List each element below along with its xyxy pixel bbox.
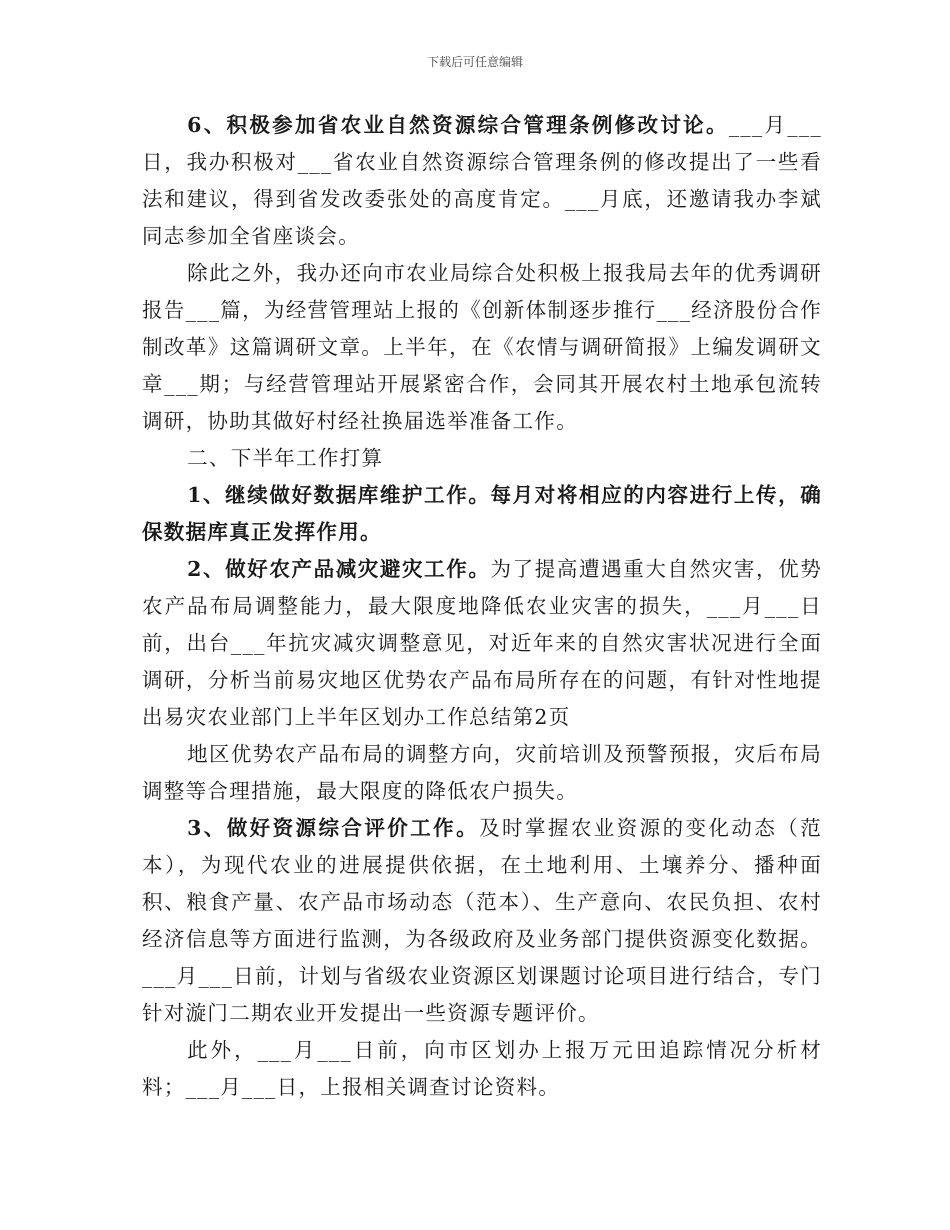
paragraph-lead: 3、做好资源综合评价工作。 <box>187 816 480 840</box>
paragraph-text: ___月___日，我办积极对___省农业自然资源综合管理条例的修改提出了一些看法和建议，得到省发改委张处的高度肯定。___月底，还邀请我办李斌同志参加全省座谈会。 <box>142 113 822 248</box>
paragraph-lead: 2、做好农产品减灾避灾工作。 <box>187 557 491 581</box>
paragraph-lead: 6、积极参加省农业自然资源综合管理条例修改讨论。 <box>187 113 729 137</box>
paragraph-2-continued <box>142 736 822 810</box>
paragraph-text: 为了提高遭遇重大自然灾害，优势农产品布局调整能力，最大限度地降低农业灾害的损失，___月___日前，出台___年抗灾减灾调整意见，对近年来的自然灾害状况进行全面调研，分析当前易灾地区优势农产品布局所存在的问题，有针对性地提出易灾农业部门上半年区划办工作总结第2页 <box>142 557 822 729</box>
paragraph-text: 除此之外，我办还向市农业局综合处积极上报我局去年的优秀调研报告___篇，为经营管理站上报的《创新体制逐步推行___经济股份合作制改革》这篇调研文章。上半年，在《农情与调研简报》上编发调研文章___期；与经营管理站开展紧密合作，会同其开展农村土地承包流转调研，协助其做好村经社换届选举准备工作。 <box>142 261 822 433</box>
document-body <box>142 107 822 1106</box>
heading-text: 二、下半年工作打算 <box>187 446 384 470</box>
section-heading <box>142 440 822 477</box>
paragraph-3 <box>142 810 822 1032</box>
paragraph-text: 及时掌握农业资源的变化动态（范本），为现代农业的进展提供依据，在土地利用、土壤养分、播种面积、粮食产量、农产品市场动态（范本）、生产意向、农民负担、农村经济信息等方面进行监测，为各级政府及业务部门提供资源变化数据。___月___日前，计划与省级农业资源区划课题讨论项目进行结合，专门针对漩门二期农业开发提出一些资源专题评价。 <box>142 816 822 1025</box>
paragraph-text: 此外，___月___日前，向市区划办上报万元田追踪情况分析材料；___月___日，上报相关调查讨论资料。 <box>142 1038 822 1099</box>
paragraph-additional <box>142 255 822 440</box>
paragraph-1 <box>142 477 822 551</box>
paragraph-lead: 1、继续做好数据库维护工作。每月对将相应的内容进行上传，确保数据库真正发挥作用。 <box>142 483 822 544</box>
page-header: 下载后可任意编辑 <box>426 55 523 69</box>
paragraph-text: 地区优势农产品布局的调整方向，灾前培训及预警预报，灾后布局调整等合理措施，最大限度的降低农户损失。 <box>142 742 822 803</box>
paragraph-2 <box>142 551 822 736</box>
paragraph-6 <box>142 107 822 255</box>
paragraph-additional-2 <box>142 1032 822 1106</box>
